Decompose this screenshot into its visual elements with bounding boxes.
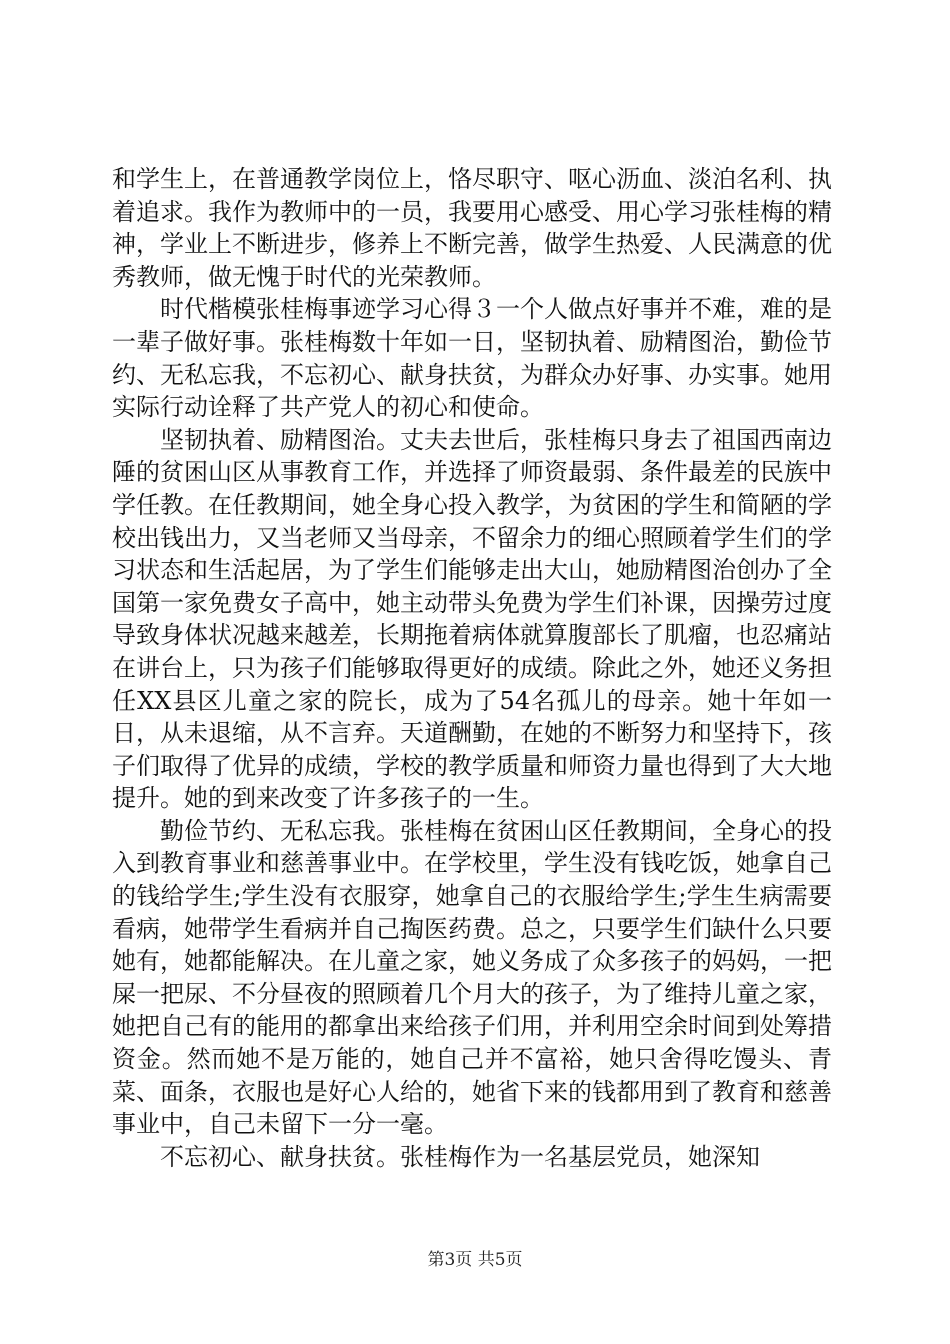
paragraph-3: 坚韧执着、励精图治。丈夫去世后，张桂梅只身去了祖国西南边陲的贫困山区从事教育工作，并选择了师资最弱、条件最差的民族中学任教。在任教期间，她全身心投入教学，为贫困的学生和简陋的学校出钱出力，又当老师又当母亲，不留余力的细心照顾着学生们的学习状态和生活起居，为了学生们能够走出大山，她励精图治创办了全国第一家免费女子高中，她主动带头免费为学生们补课，因操劳过度导致身体状况越来越差，长期拖着病体就算腹部长了肌瘤，也忍痛站在讲台上，只为孩子们能够取得更好的成绩。除此之外，她还义务担任XX县区儿童之家的院长，成为了54名孤儿的母亲。她十年如一日，从未退缩，从不言弃。天道酬勤，在她的不断努力和坚持下，孩子们取得了优异的成绩，学校的教学质量和师资力量也得到了大大地提升。她的到来改变了许多孩子的一生。	[112, 425, 832, 813]
paragraph-1: 和学生上，在普通教学岗位上，恪尽职守、呕心沥血、淡泊名利、执着追求。我作为教师中的一员，我要用心感受、用心学习张桂梅的精神，学业上不断进步，修养上不断完善，做学生热爱、人民满意的优秀教师，做无愧于时代的光荣教师。	[112, 165, 832, 291]
paragraph-4: 勤俭节约、无私忘我。张桂梅在贫困山区任教期间，全身心的投入到教育事业和慈善事业中。在学校里，学生没有钱吃饭，她拿自己的钱给学生;学生没有衣服穿，她拿自己的衣服给学生;学生生病需要看病，她带学生看病并自己掏医药费。总之，只要学生们缺什么只要她有，她都能解决。在儿童之家，她义务成了众多孩子的妈妈，一把屎一把尿、不分昼夜的照顾着几个月大的孩子，为了维持儿童之家，她把自己有的能用的都拿出来给孩子们用，并利用空余时间到处筹措资金。然而她不是万能的，她自己并不富裕，她只舍得吃馒头、青菜、面条，衣服也是好心人给的，她省下来的钱都用到了教育和慈善事业中，自己未留下一分一毫。	[112, 816, 832, 1139]
paragraph-2: 时代楷模张桂梅事迹学习心得３一个人做点好事并不难，难的是一辈子做好事。张桂梅数十年如一日，坚韧执着、励精图治，勤俭节约、无私忘我，不忘初心、献身扶贫，为群众办好事、办实事。她用实际行动诠释了共产党人的初心和使命。	[112, 295, 832, 422]
body-text	[112, 163, 832, 1173]
page-number-footer: 第3页 共5页	[427, 1250, 523, 1270]
paragraph-5: 不忘初心、献身扶贫。张桂梅作为一名基层党员，她深知	[160, 1142, 760, 1171]
